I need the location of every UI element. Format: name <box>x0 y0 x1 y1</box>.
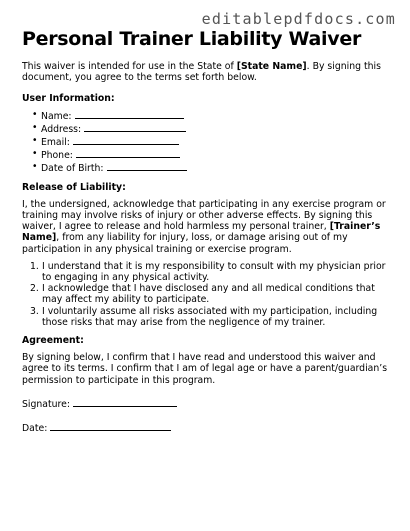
bullet-icon: • <box>32 148 38 160</box>
release-text-before: I, the undersigned, acknowledge that participating in any exercise program or training may involve risks of injury or other adverse effects. By signing this waiver, I agree to release and hold harmless my personal trainer, <box>22 198 386 233</box>
release-term-text: I acknowledge that I have disclosed any and all medical conditions that may affect my ability to participate. <box>42 283 375 306</box>
list-number: 3. <box>30 305 39 317</box>
user-info-list <box>22 109 394 175</box>
bullet-icon: • <box>32 135 38 147</box>
list-number: 1. <box>30 260 39 272</box>
agreement-paragraph: By signing below, I confirm that I have read and understood this waiver and agree to its terms. I confirm that I am of legal age or have a parent/guardian’s permission to participate in this program. <box>22 352 388 386</box>
field-label: Date of Birth: <box>41 163 104 175</box>
dob-blank-line[interactable] <box>107 161 187 171</box>
release-term <box>30 305 394 328</box>
field-label: Address: <box>41 123 82 135</box>
release-terms-list <box>22 261 394 328</box>
intro-text-after: . By signing this document, you agree to the terms set forth below. <box>22 61 381 84</box>
date-blank-line[interactable] <box>50 421 171 431</box>
bullet-icon: • <box>32 108 38 120</box>
release-heading: Release of Liability: <box>22 181 126 193</box>
email-blank-line[interactable] <box>73 135 179 145</box>
bullet-icon: • <box>32 121 38 133</box>
signature-blank-line[interactable] <box>73 397 177 407</box>
release-term <box>30 260 394 284</box>
list-number: 2. <box>30 283 39 295</box>
field-name <box>32 108 394 122</box>
intro-text-before: This waiver is intended for use in the State of <box>22 61 237 72</box>
name-blank-line[interactable] <box>75 109 184 119</box>
user-info-heading: User Information: <box>22 93 115 105</box>
date-row <box>22 421 394 434</box>
trainer-name-placeholder: [Trainer’s Name] <box>22 221 381 244</box>
date-label: Date: <box>22 423 48 435</box>
release-paragraph <box>22 199 394 255</box>
release-term-text: I voluntarily assume all risks associated with my participation, including those risks that may arise from the negligence of my trainer. <box>42 305 378 328</box>
bullet-icon: • <box>32 161 38 173</box>
agreement-heading: Agreement: <box>22 335 84 347</box>
signature-row <box>22 397 394 410</box>
page-title: Personal Trainer Liability Waiver <box>22 28 362 50</box>
address-blank-line[interactable] <box>84 122 186 132</box>
field-label: Email: <box>41 137 70 149</box>
field-label: Name: <box>41 110 72 122</box>
field-label: Phone: <box>41 150 73 162</box>
field-email <box>32 135 394 149</box>
watermark: editablepdfdocs.com <box>201 10 396 28</box>
release-term-text: I understand that it is my responsibility to consult with my physician prior to engaging in any physical activity. <box>42 260 386 284</box>
field-phone <box>32 148 394 162</box>
field-address <box>32 121 394 135</box>
state-name-placeholder: [State Name] <box>236 61 307 72</box>
release-text-after: , from any liability for injury, loss, or damage arising out of my participation in any physical training or exercise program. <box>22 232 348 255</box>
intro-paragraph <box>22 61 394 83</box>
release-term <box>30 283 394 306</box>
signature-label: Signature: <box>22 398 70 410</box>
document <box>22 28 394 434</box>
field-dob <box>32 161 394 175</box>
phone-blank-line[interactable] <box>76 148 180 158</box>
